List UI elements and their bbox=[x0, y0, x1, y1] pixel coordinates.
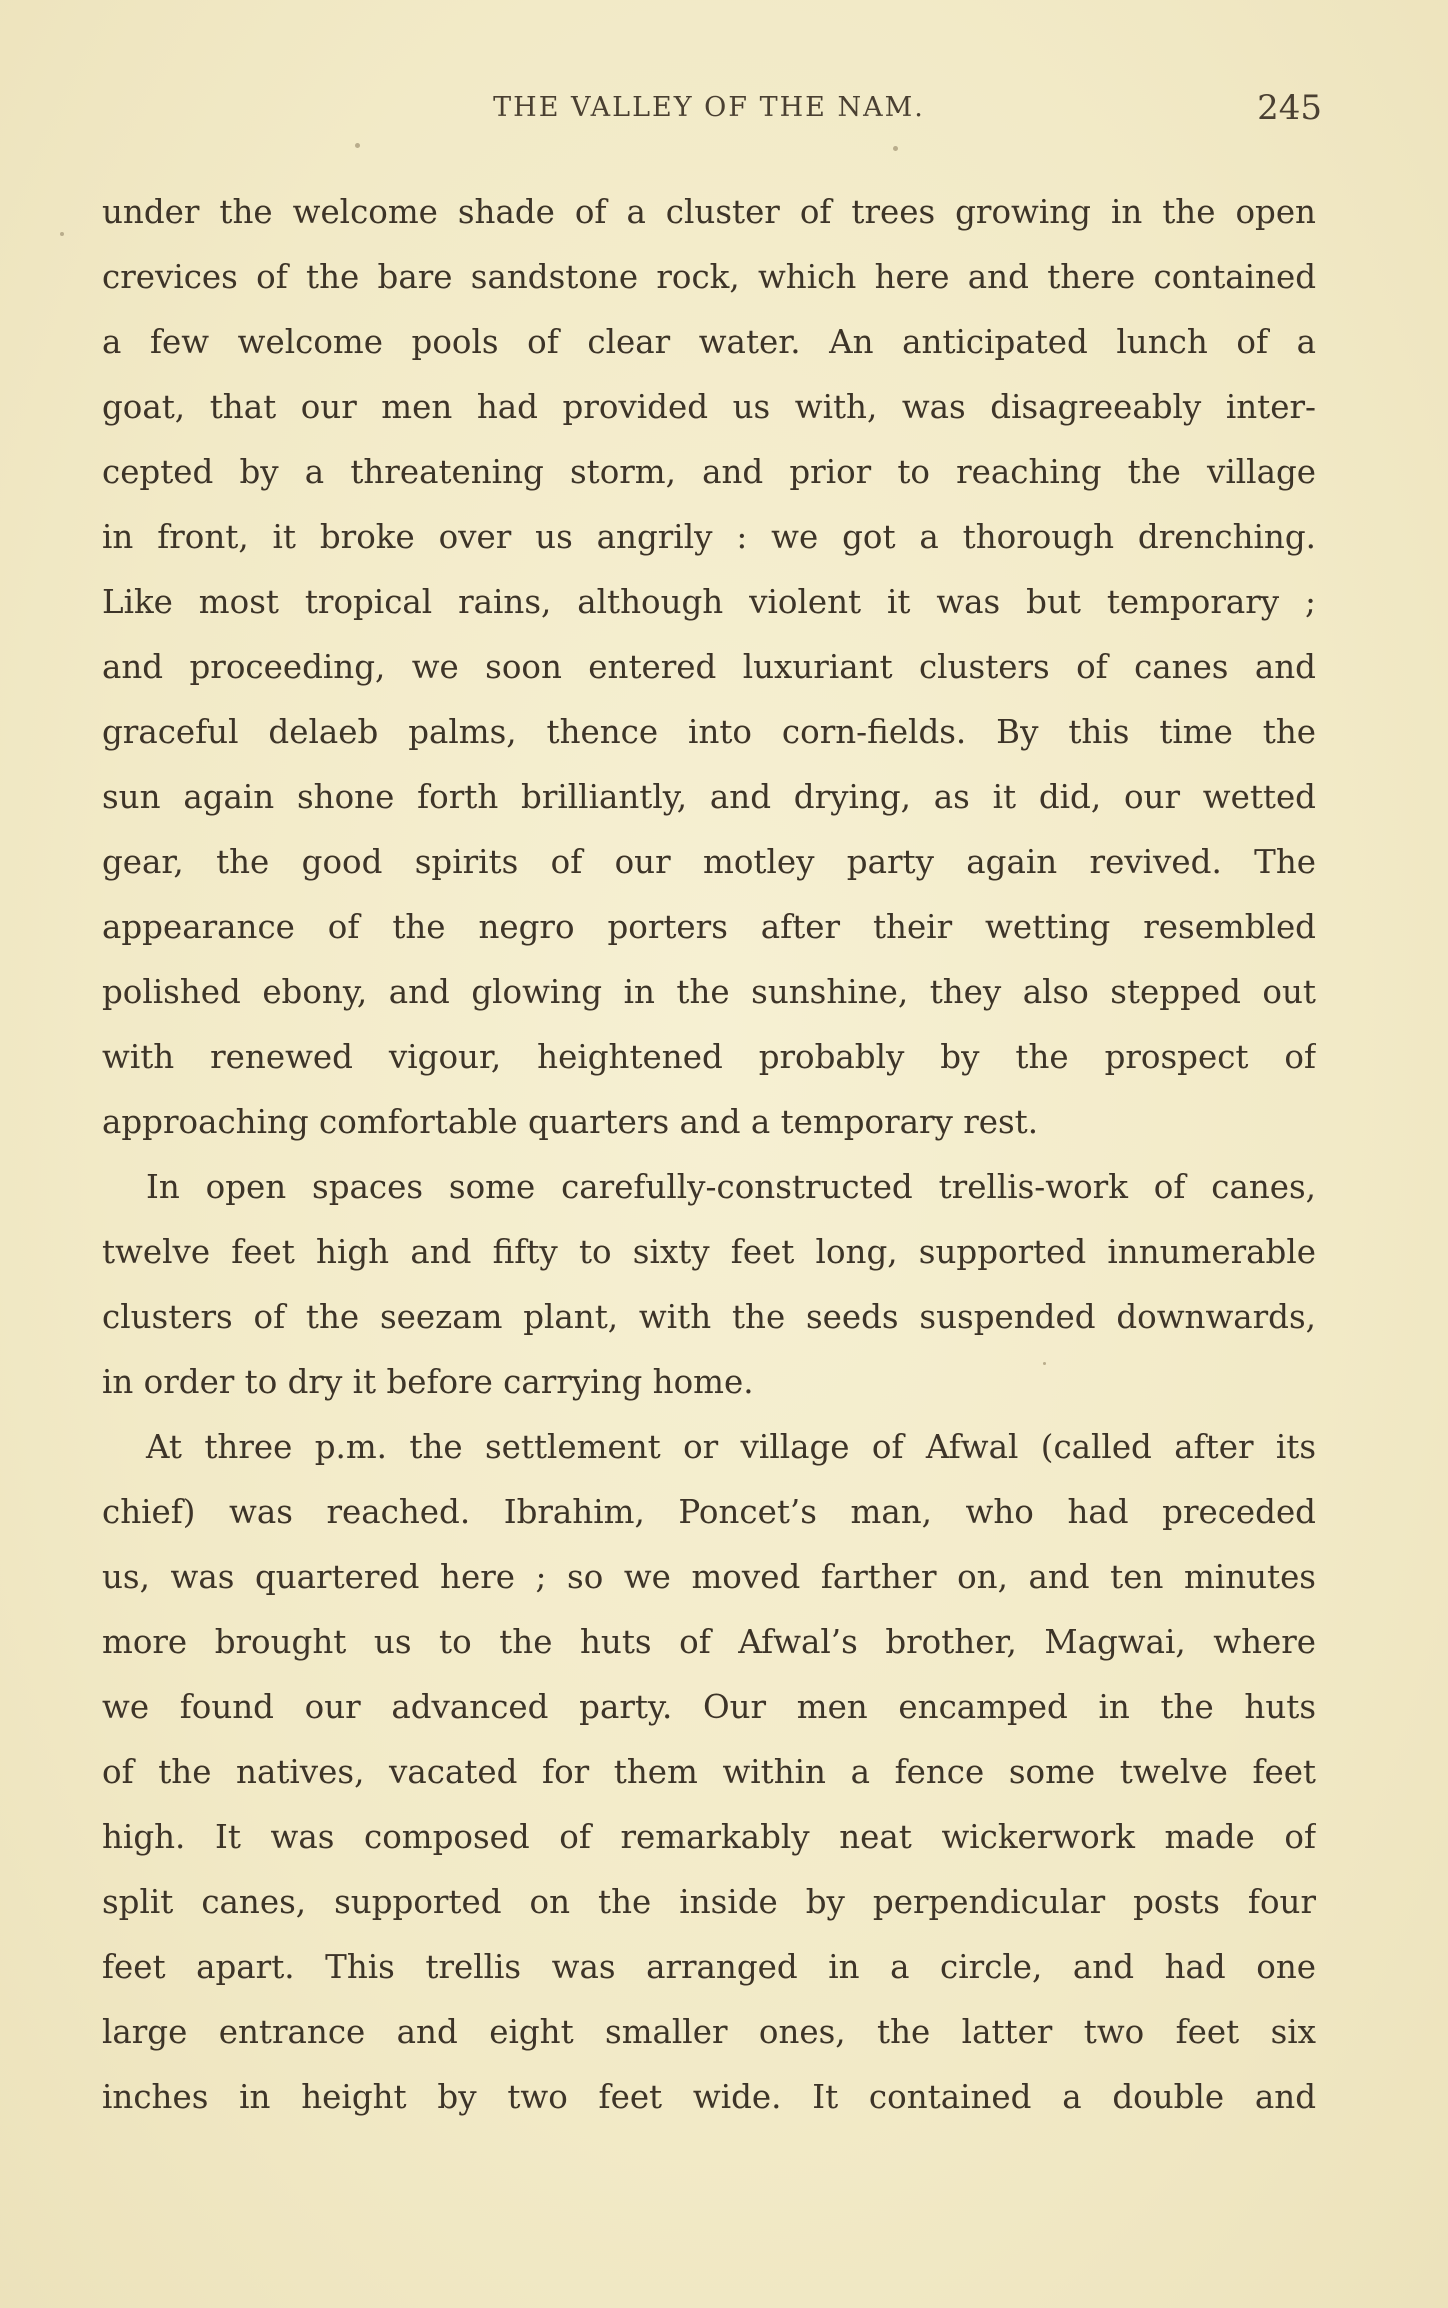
text-line: Like most tropical rains, although violent it was but temporary ; bbox=[102, 583, 1316, 621]
text-line: inches in height by two feet wide. It contained a double and bbox=[102, 2078, 1316, 2116]
paper-speck bbox=[1043, 1362, 1046, 1365]
text-line: gear, the good spirits of our motley party again revived. The bbox=[102, 843, 1316, 881]
text-line: in front, it broke over us angrily : we got a thorough drenching. bbox=[102, 518, 1316, 556]
text-line: crevices of the bare sandstone rock, which here and there contained bbox=[102, 258, 1316, 296]
text-line: sun again shone forth brilliantly, and drying, as it did, our wetted bbox=[102, 778, 1316, 816]
text-line: and proceeding, we soon entered luxuriant clusters of canes and bbox=[102, 648, 1316, 686]
text-line: of the natives, vacated for them within a fence some twelve feet bbox=[102, 1753, 1316, 1791]
text-line: we found our advanced party. Our men encamped in the huts bbox=[102, 1688, 1316, 1726]
paper-speck bbox=[893, 146, 898, 151]
text-line: At three p.m. the settlement or village of Afwal (called after its bbox=[146, 1428, 1316, 1466]
paper-speck bbox=[60, 232, 64, 236]
text-line: a few welcome pools of clear water. An anticipated lunch of a bbox=[102, 323, 1316, 361]
text-line: split canes, supported on the inside by perpendicular posts four bbox=[102, 1883, 1316, 1921]
running-title: THE VALLEY OF THE NAM. bbox=[493, 92, 925, 123]
running-head bbox=[100, 88, 1322, 138]
paper-speck bbox=[355, 143, 360, 148]
text-line: clusters of the seezam plant, with the seeds suspended downwards, bbox=[102, 1298, 1316, 1336]
text-line: graceful delaeb palms, thence into corn-fields. By this time the bbox=[102, 713, 1316, 751]
text-line: large entrance and eight smaller ones, the latter two feet six bbox=[102, 2013, 1316, 2051]
text-line: goat, that our men had provided us with, was disagreeably inter- bbox=[102, 388, 1316, 426]
text-line: us, was quartered here ; so we moved farther on, and ten minutes bbox=[102, 1558, 1316, 1596]
body-text bbox=[102, 180, 1316, 2130]
text-line: high. It was composed of remarkably neat wickerwork made of bbox=[102, 1818, 1316, 1856]
text-line: chief) was reached. Ibrahim, Poncet’s man, who had preceded bbox=[102, 1493, 1316, 1531]
page-number: 245 bbox=[1257, 88, 1322, 128]
text-line: approaching comfortable quarters and a temporary rest. bbox=[102, 1103, 1039, 1141]
text-line: under the welcome shade of a cluster of trees growing in the open bbox=[102, 193, 1316, 231]
text-line: appearance of the negro porters after their wetting resembled bbox=[102, 908, 1316, 946]
text-line: In open spaces some carefully-constructed trellis-work of canes, bbox=[146, 1168, 1316, 1206]
text-line: feet apart. This trellis was arranged in a circle, and had one bbox=[102, 1948, 1316, 1986]
text-line: with renewed vigour, heightened probably by the prospect of bbox=[102, 1038, 1316, 1076]
text-line: cepted by a threatening storm, and prior to reaching the village bbox=[102, 453, 1316, 491]
text-line: in order to dry it before carrying home. bbox=[102, 1363, 754, 1401]
text-line: more brought us to the huts of Afwal’s brother, Magwai, where bbox=[102, 1623, 1316, 1661]
text-line: twelve feet high and fifty to sixty feet long, supported innumerable bbox=[102, 1233, 1316, 1271]
text-line: polished ebony, and glowing in the sunshine, they also stepped out bbox=[102, 973, 1316, 1011]
